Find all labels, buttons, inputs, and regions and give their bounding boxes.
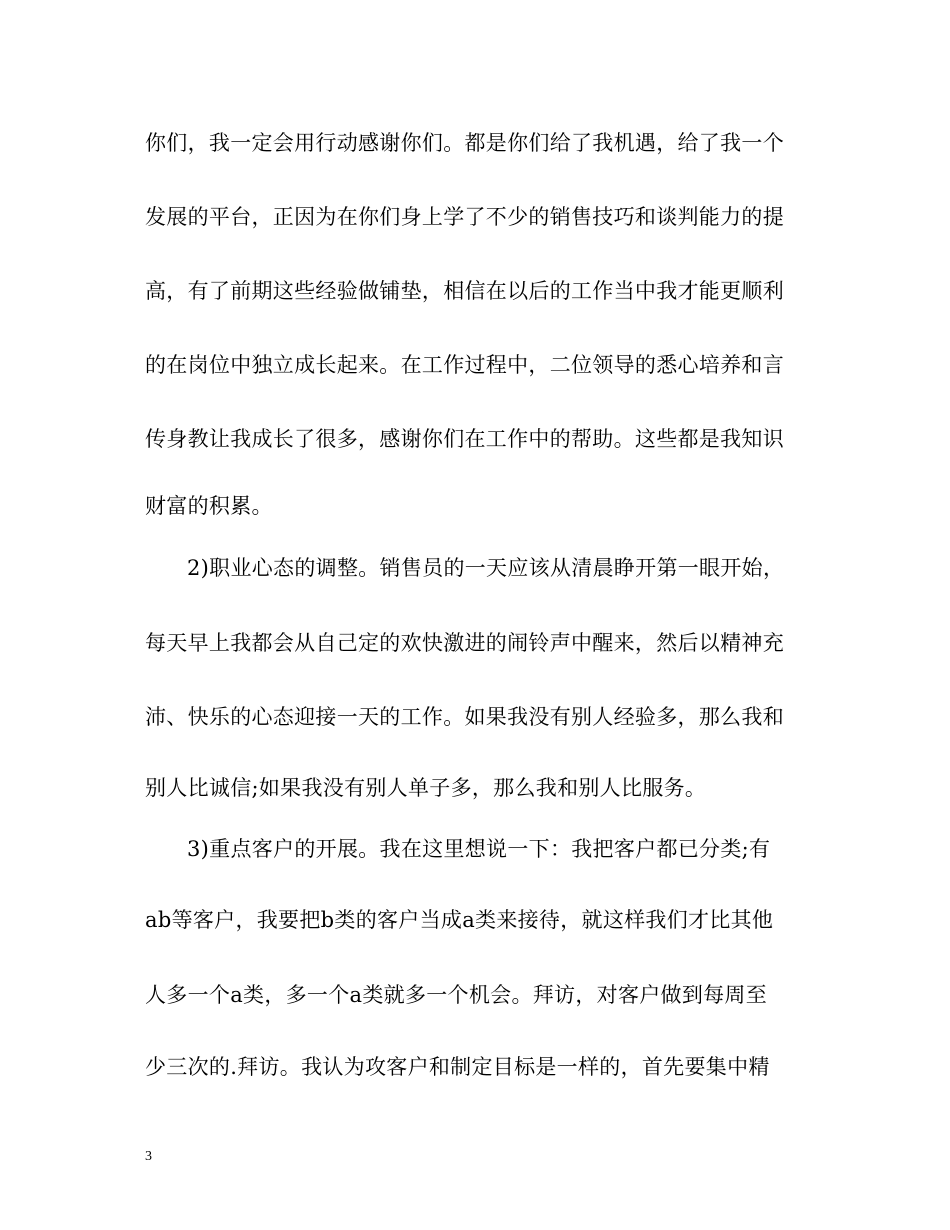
text-line: 少三次的.拜访。我认为攻客户和制定目标是一样的，首先要集中精 xyxy=(145,1055,770,1079)
text-line: ab等客户，我要把b类的客户当成a类来接待，就这样我们才比其他 xyxy=(145,908,774,932)
text-line: 传身教让我成长了很多，感谢你们在工作中的帮助。这些都是我知识 xyxy=(145,427,784,451)
text-line: 财富的积累。 xyxy=(145,494,273,518)
text-line: 别人比诚信;如果我没有别人单子多，那么我和别人比服务。 xyxy=(145,776,707,800)
page-number: 3 xyxy=(145,1149,152,1164)
text-line: 人多一个a类，多一个a类就多一个机会。拜访，对客户做到每周至 xyxy=(145,983,768,1007)
text-line: 每天早上我都会从自己定的欢快激进的闹铃声中醒来，然后以精神充 xyxy=(145,631,784,655)
text-line: 发展的平台，正因为在你们身上学了不少的销售技巧和谈判能力的提 xyxy=(145,205,784,229)
text-line: 的在岗位中独立成长起来。在工作过程中，二位领导的悉心培养和言 xyxy=(145,353,784,377)
text-line: 你们，我一定会用行动感谢你们。都是你们给了我机遇，给了我一个 xyxy=(145,131,784,155)
paragraph-start-line: 2)职业心态的调整。销售员的一天应该从清晨睁开第一眼开始， xyxy=(187,556,785,580)
text-line: 沛、快乐的心态迎接一天的工作。如果我没有别人经验多，那么我和 xyxy=(145,705,784,729)
text-line: 高，有了前期这些经验做铺垫，相信在以后的工作当中我才能更顺利 xyxy=(145,279,784,303)
paragraph-start-line: 3)重点客户的开展。我在这里想说一下：我把客户都已分类;有 xyxy=(187,837,771,861)
